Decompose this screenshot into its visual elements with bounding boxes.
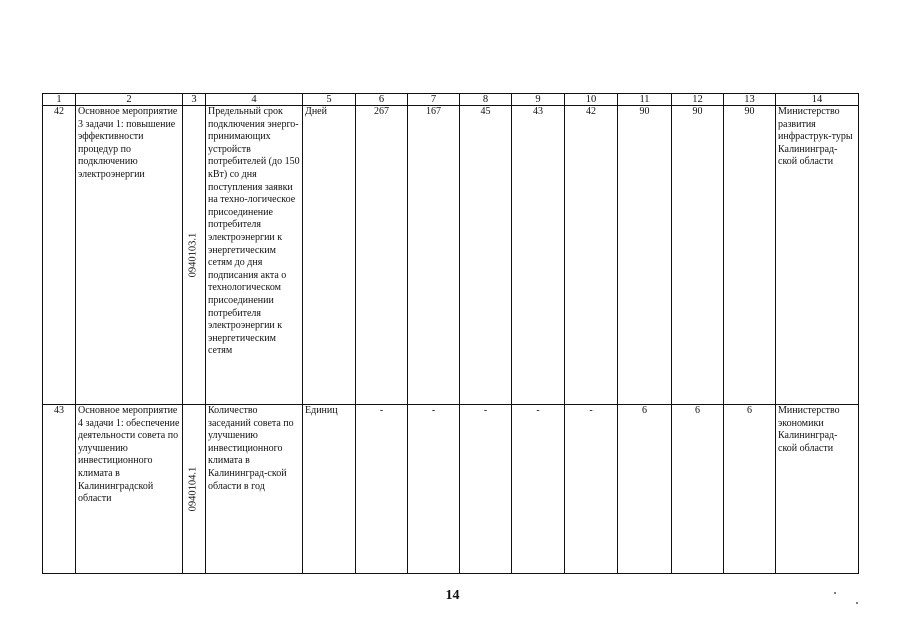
header-row	[43, 94, 859, 106]
column-header: 6	[356, 94, 408, 106]
responsible-cell: Министерство экономики Калининград-ской области	[776, 405, 859, 574]
indicator-name: Предельный срок подключения энерго-принимающих устройств потребителей (до 150 кВт) со дня поступления заявки на техно-логическое присоединение потребителя электроэнергии к энергетическим сетям до дня подписания акта о технологическом присоединении потребителя электроэнергии к энергетическим сетям	[206, 106, 303, 405]
column-header: 5	[303, 94, 356, 106]
value-cell: 90	[724, 106, 776, 405]
column-header: 1	[43, 94, 76, 106]
column-header: 7	[408, 94, 460, 106]
value-cell: 6	[618, 405, 672, 574]
column-header: 2	[76, 94, 183, 106]
code-text: 0940103.1	[187, 232, 199, 278]
unit-cell: Единиц	[303, 405, 356, 574]
row-number: 43	[43, 405, 76, 574]
responsible-cell: Министерство развития инфраструк-туры Калининград-ской области	[776, 106, 859, 405]
column-header: 4	[206, 94, 303, 106]
column-header: 9	[512, 94, 565, 106]
indicator-name: Количество заседаний совета по улучшению инвестиционного климата в Калининград-ской области в год	[206, 405, 303, 574]
value-cell: -	[512, 405, 565, 574]
value-cell: 6	[724, 405, 776, 574]
code-text: 0940104.1	[187, 466, 199, 512]
code-cell	[183, 106, 206, 405]
value-cell: 45	[460, 106, 512, 405]
value-cell: 267	[356, 106, 408, 405]
value-cell: 6	[672, 405, 724, 574]
value-cell: 90	[672, 106, 724, 405]
value-cell: 43	[512, 106, 565, 405]
column-header: 3	[183, 94, 206, 106]
column-header: 12	[672, 94, 724, 106]
column-header: 14	[776, 94, 859, 106]
value-cell: -	[408, 405, 460, 574]
column-header: 8	[460, 94, 512, 106]
value-cell: 90	[618, 106, 672, 405]
page-number: 14	[445, 588, 460, 603]
table-row	[43, 405, 859, 574]
event-name: Основное мероприятие 3 задачи 1: повышение эффективности процедур по подключению электроэнергии	[76, 106, 183, 405]
scan-speck	[856, 602, 858, 604]
column-header: 11	[618, 94, 672, 106]
table-row	[43, 106, 859, 405]
column-header: 10	[565, 94, 618, 106]
row-number: 42	[43, 106, 76, 405]
column-header: 13	[724, 94, 776, 106]
value-cell: -	[565, 405, 618, 574]
event-name: Основное мероприятие 4 задачи 1: обеспечение деятельности совета по улучшению инвестиционного климата в Калининградской области	[76, 405, 183, 574]
value-cell: 167	[408, 106, 460, 405]
data-table	[42, 93, 859, 574]
unit-cell: Дней	[303, 106, 356, 405]
scan-speck	[834, 592, 836, 594]
value-cell: 42	[565, 106, 618, 405]
value-cell: -	[356, 405, 408, 574]
value-cell: -	[460, 405, 512, 574]
code-cell	[183, 405, 206, 574]
